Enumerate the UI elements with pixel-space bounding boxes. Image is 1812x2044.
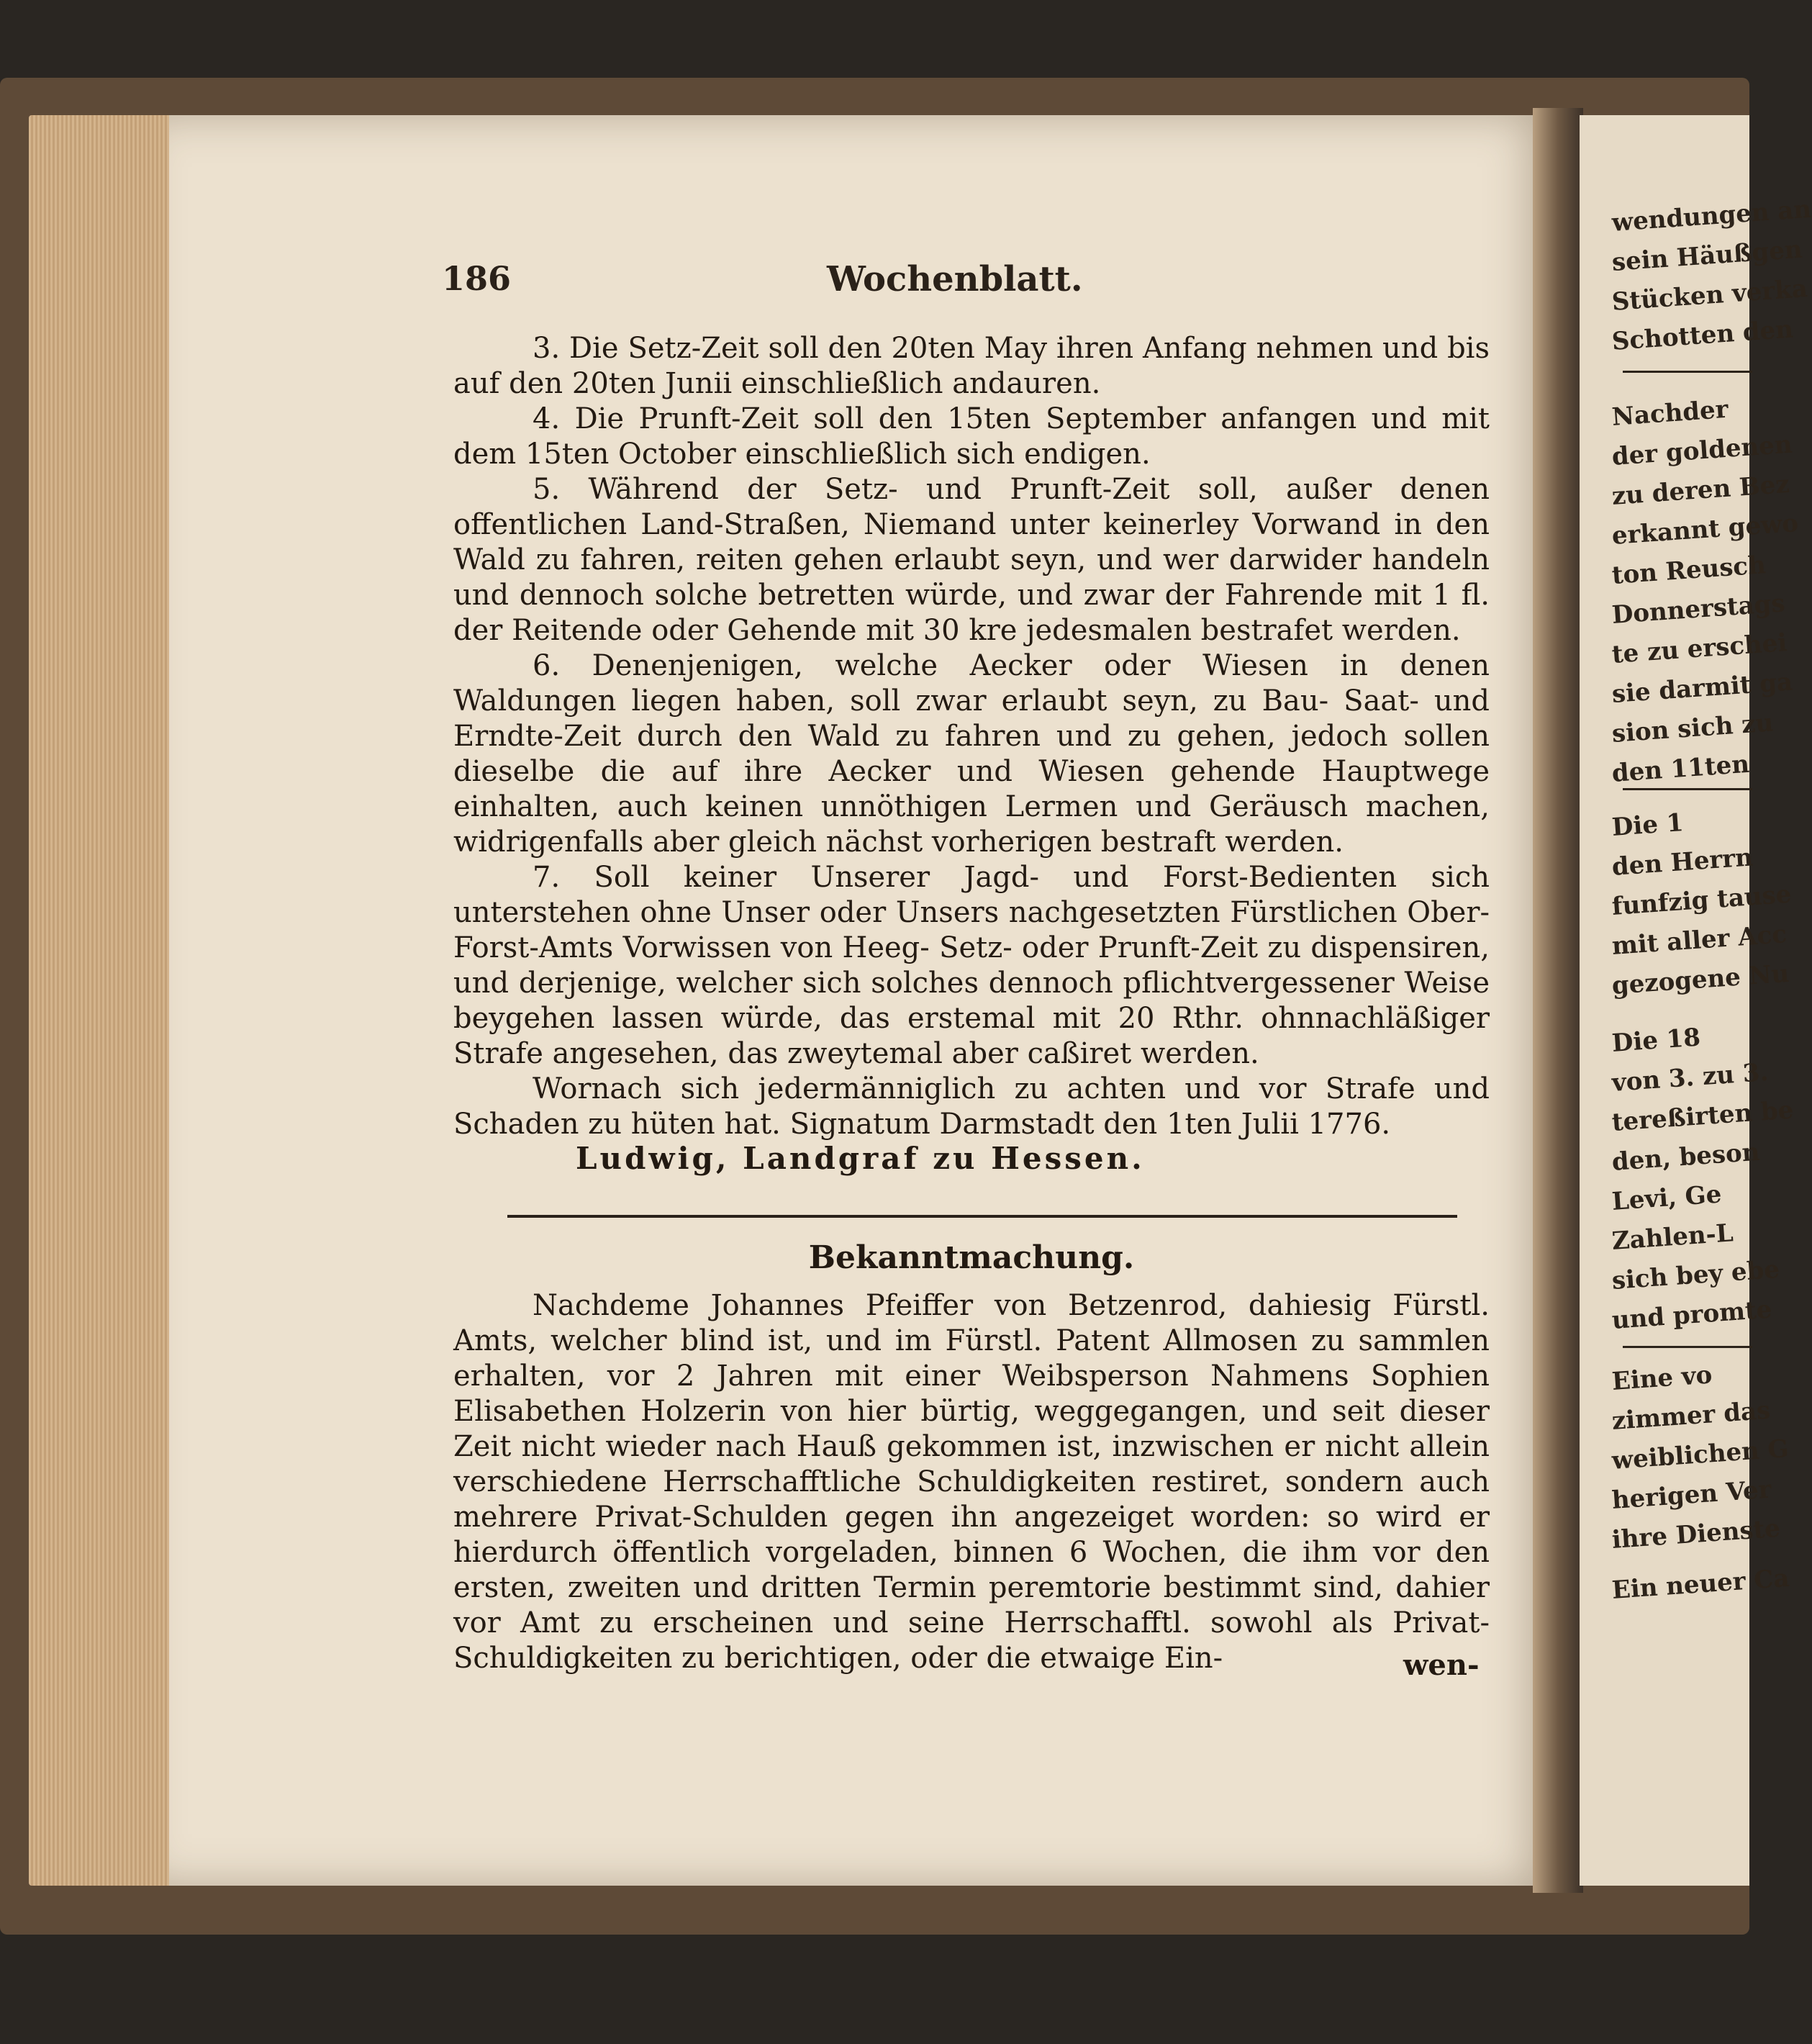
page-number: 186 [442,259,512,298]
right-page-line: Stücken verka [1611,274,1809,317]
right-page-line: Nachder [1611,394,1729,432]
catchword: wen- [1403,1648,1480,1682]
right-page-line: sion sich zu [1611,708,1775,749]
right-page-line: den, beson [1611,1137,1761,1177]
notice-text [453,1288,1490,1676]
ordinance-text [453,331,1490,1142]
right-page-line: Ein neuer Ca [1611,1563,1790,1605]
right-page-line: von 3. zu 3. [1611,1057,1770,1098]
ordinance-paragraph: 4. Die Prunft-Zeit soll den 15ten September anfangen und mit dem 15ten October einschließlich sich endigen. [453,402,1490,471]
ordinance-paragraph: 3. Die Setz-Zeit soll den 20ten May ihren Anfang nehmen und bis auf den 20ten Junii einschließlich andauren. [453,332,1490,400]
right-page-line: wendungen an [1611,194,1812,238]
right-page-line: Donnerstags [1611,589,1786,630]
running-title: Wochenblatt. [827,259,1083,299]
right-page-line: den Herrn [1611,843,1754,882]
notice-title: Bekanntmachung. [808,1239,1135,1276]
right-page-line: Zahlen-L [1611,1218,1734,1256]
right-page-line: sich bey ebe [1611,1254,1781,1295]
page-edges [29,115,173,1886]
right-page-line: herigen Ver [1611,1475,1772,1515]
notice-paragraph: Nachdeme Johannes Pfeiffer von Betzenrod, dahiesig Fürstl. Amts, welcher blind ist, und im Fürstl. Patent Allmosen zu sammlen erhalten, vor 2 Jahren mit einer Weibsperson Nahmens Sophien Elisabethen Holzerin von hier bürtig, weggegangen, und seit dieser Zeit nicht wieder nach Hauß gekommen ist, inzwischen er nicht allein verschiedene Herrschafftliche Schuldigkeiten restiret, sondern auch mehrere Privat-Schulden gegen ihn angezeiget worden: so wird er hierdurch öffentlich vorgeladen, binnen 6 Wochen, die ihm vor den ersten, zweiten und dritten Termin peremtorie bestimmt sind, dahier vor Amt zu erscheinen und seine Herrschafftl. sowohl als Privat-Schuldigkeiten zu berichtigen, oder die etwaige Ein- [453,1289,1490,1675]
right-page-line: zimmer das [1611,1396,1772,1436]
ordinance-paragraph: 7. Soll keiner Unserer Jagd- und Forst-Bedienten sich unterstehen ohne Unser oder Unsers nachgesetzten Fürstlichen Ober-Forst-Amts Vorwissen von Heeg- Setz- oder Prunft-Zeit zu dispensiren, und derjenige, welcher sich solches dennoch pflichtvergessener Weise beygehen lassen würde, das erstemal mit 20 Rthr. ohnnachläßiger Strafe angesehen, das zweytemal aber caßiret werden. [453,861,1490,1070]
right-page-line: sie darmit ga [1611,667,1794,709]
right-page-line: sein Häußgen [1611,235,1803,277]
right-page-line: mit aller Acc [1611,920,1788,961]
right-page-line: gezogene Nu [1611,959,1790,1000]
section-divider [507,1215,1457,1218]
book-gutter [1533,108,1583,1893]
right-page-line: Eine vo [1611,1360,1713,1396]
right-page [1580,115,1812,1886]
right-page-line: erkannt gewo [1611,508,1800,551]
right-page-line: weiblichen G [1611,1434,1790,1475]
right-page-line: te zu erschei [1611,628,1788,669]
right-page-line: den 11ten [1611,749,1751,788]
right-page-divider [1623,371,1752,373]
right-page-line: Schotten den [1611,315,1795,356]
right-page-divider [1623,788,1752,790]
signature: Ludwig, Landgraf zu Hessen. [576,1141,1145,1176]
right-page-line: zu deren Bez [1611,469,1790,511]
ordinance-paragraph: Wornach sich jedermänniglich zu achten und vor Strafe und Schaden zu hüten hat. Signatum Darmstadt den 1ten Julii 1776. [453,1072,1490,1141]
right-page-line: ihre Dienste [1611,1514,1782,1555]
right-page-line: funfzig tause [1611,879,1793,921]
right-page-line: der goldenen [1611,430,1793,471]
right-page-line: Levi, Ge [1611,1180,1723,1216]
right-page-line: und promte [1611,1295,1773,1335]
ordinance-paragraph: 6. Denenjenigen, welche Aecker oder Wiesen in denen Waldungen liegen haben, soll zwar erlaubt seyn, zu Bau- Saat- und Erndte-Zeit durch den Wald zu fahren und zu gehen, jedoch sollen dieselbe die auf ihre Aecker und Wiesen gehende Hauptwege einhalten, auch keinen unnöthigen Lermen und Geräusch machen, widrigenfalls aber gleich nächst vorherigen bestraft werden. [453,649,1490,859]
right-page-divider [1623,1346,1752,1348]
ordinance-paragraph: 5. Während der Setz- und Prunft-Zeit soll, außer denen offentlichen Land-Straßen, Niemand unter keinerley Vorwand in den Wald zu fahren, reiten gehen erlaubt seyn, und wer darwider handeln und dennoch solche betretten würde, und zwar der Fahrende mit 1 fl. der Reitende oder Gehende mit 30 kre jedesmalen bestrafet werden. [453,473,1490,647]
right-page-line: Die 1 [1611,808,1685,842]
page-header [442,259,1485,309]
right-page-line: Die 18 [1611,1023,1702,1058]
right-page-line: tereßirten be [1611,1095,1795,1137]
right-page-line: ton Reusch [1611,551,1767,590]
